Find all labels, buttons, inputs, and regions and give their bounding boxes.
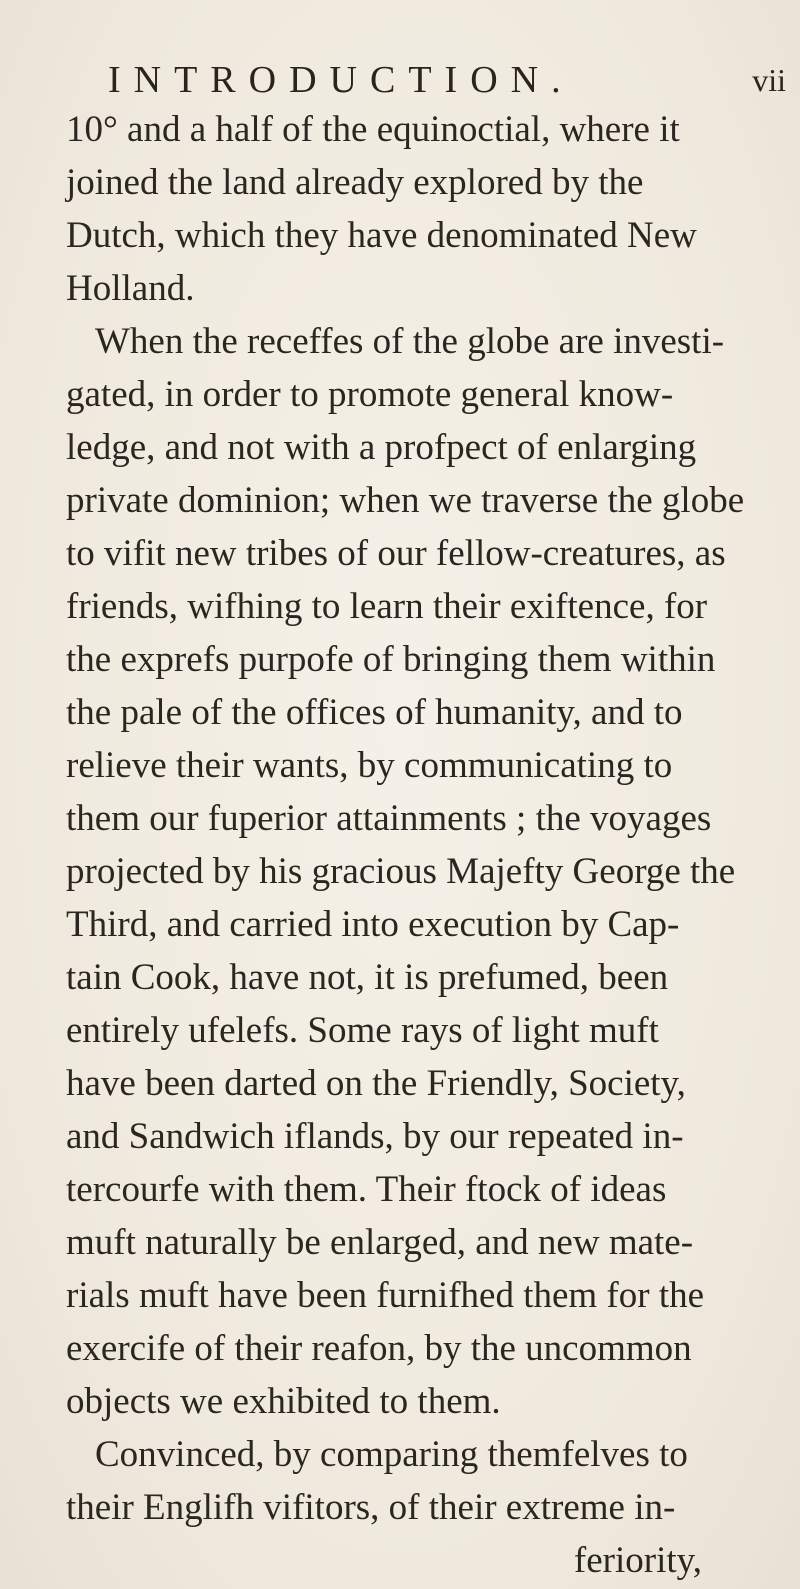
text-line: Third, and carried into execution by Cap- bbox=[66, 904, 680, 945]
text-line: Dutch, which they have denominated New bbox=[66, 215, 697, 256]
catchword-line: feriority, bbox=[573, 1540, 702, 1581]
text-line: and Sandwich iflands, by our repeated in- bbox=[66, 1116, 684, 1157]
text-line: tain Cook, have not, it is prefumed, been bbox=[66, 957, 669, 998]
text-line: the pale of the offices of humanity, and to bbox=[66, 692, 683, 733]
text-line: rials muft have been furnifhed them for the bbox=[66, 1275, 705, 1316]
text-line: joined the land already explored by the bbox=[66, 162, 644, 203]
text-line: gated, in order to promote general know- bbox=[66, 374, 674, 415]
text-line: friends, wifhing to learn their exiftence, for bbox=[66, 586, 708, 627]
text-line: exercife of their reafon, by the uncommon bbox=[66, 1328, 692, 1369]
page-number: vii bbox=[752, 62, 786, 98]
paragraph-start-line: When the receffes of the globe are investi- bbox=[95, 321, 725, 362]
text-line: them our fuperior attainments ; the voyages bbox=[66, 798, 712, 839]
text-line: objects we exhibited to them. bbox=[66, 1381, 501, 1422]
text-line: private dominion; when we traverse the globe bbox=[66, 480, 745, 521]
text-line: Holland. bbox=[66, 268, 195, 309]
text-line: ledge, and not with a profpect of enlarging bbox=[66, 427, 697, 468]
text-line: tercourfe with them. Their ftock of ideas bbox=[66, 1169, 667, 1210]
text-line: entirely ufelefs. Some rays of light muft bbox=[66, 1010, 659, 1051]
text-line: to vifit new tribes of our fellow-creatures, as bbox=[66, 533, 726, 574]
text-line: relieve their wants, by communicating to bbox=[66, 745, 673, 786]
paragraph-start-line: Convinced, by comparing themfelves to bbox=[95, 1434, 688, 1475]
text-line: their Englifh vifitors, of their extreme in- bbox=[66, 1487, 676, 1528]
page-header bbox=[108, 58, 786, 108]
text-line: muft naturally be enlarged, and new mate- bbox=[66, 1222, 694, 1263]
text-line: the exprefs purpofe of bringing them within bbox=[66, 639, 716, 680]
text-line: have been darted on the Friendly, Society, bbox=[66, 1063, 686, 1104]
running-title: INTRODUCTION. bbox=[108, 59, 574, 101]
text-line: 10° and a half of the equinoctial, where it bbox=[66, 109, 680, 150]
text-line: projected by his gracious Majefty George the bbox=[66, 851, 736, 892]
